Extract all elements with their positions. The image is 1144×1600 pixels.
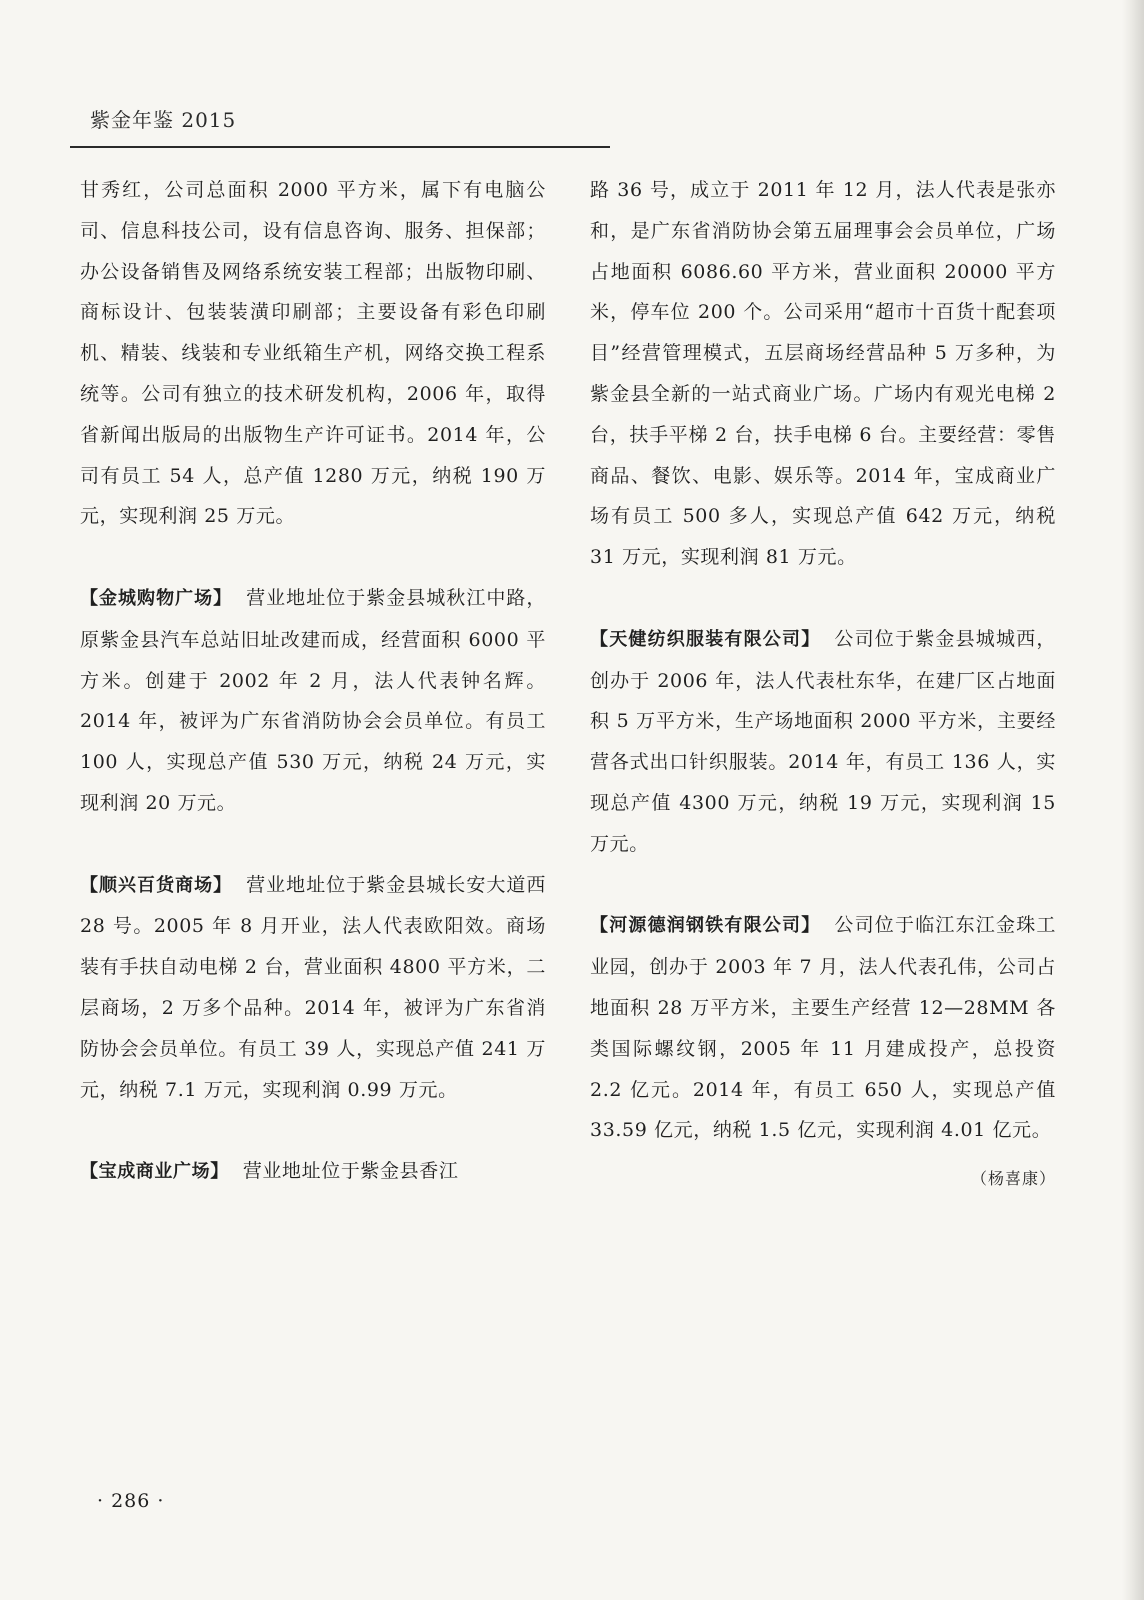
entry-text: 营业地址位于紫金县城秋江中路，原紫金县汽车总站旧址改建而成，经营面积 6000 平方米。创建于 2002 年 2 月，法人代表钟名辉。2014 年，被评为广东省消防协会会员单位。有员工 100 人，实现总产值 530 万元，纳税 24 万元，实现利润 20 万元。 [80, 586, 546, 814]
right-column [590, 170, 1056, 1200]
entry-text: 营业地址位于紫金县城长安大道西 28 号。2005 年 8 月开业，法人代表欧阳效。商场装有手扶自动电梯 2 台，营业面积 4800 平方米，二层商场，2 万多个品种。2014 年，被评为广东省消防协会会员单位。有员工 39 人，实现总产值 241 万元，纳税 7.1 万元，实现利润 0.99 万元。 [80, 873, 546, 1101]
entry-title: 【河源德润钢铁有限公司】 [590, 915, 821, 937]
entry-baocheng [80, 1151, 546, 1193]
spacer [80, 537, 546, 578]
entry-jincheng [80, 578, 546, 824]
spacer [80, 1110, 546, 1151]
spacer [80, 824, 546, 865]
entry-title: 【金城购物广场】 [80, 587, 233, 609]
entry-text: 公司位于临江东江金珠工业园，创办于 2003 年 7 月，法人代表孔伟，公司占地面积 28 万平方米，主要生产经营 12—28MM 各类国际螺纹钢，2005 年 11 月建成投产，总投资 2.2 亿元。2014 年，有员工 650 人，实现总产值 33.59 亿元，纳税 1.5 亿元，实现利润 4.01 亿元。 [590, 914, 1057, 1142]
running-header: 紫金年鉴 2015 [90, 108, 237, 132]
entry-derun [590, 905, 1056, 1151]
spacer [590, 578, 1056, 619]
author-credit: （杨喜康） [970, 1169, 1056, 1189]
left-column [80, 170, 546, 1193]
entry-title: 【顺兴百货商场】 [80, 874, 233, 896]
entry-text: 营业地址位于紫金县香江 [242, 1160, 459, 1183]
page-edge-shadow [1122, 0, 1144, 1600]
page-number: · 286 · [97, 1490, 165, 1512]
entry-title: 【天健纺织服装有限公司】 [590, 628, 821, 650]
header-rule [70, 146, 610, 148]
entry-shunxing [80, 865, 546, 1111]
spacer [590, 865, 1056, 906]
entry-text: 公司位于紫金县城城西，创办于 2006 年，法人代表杜东华，在建厂区占地面积 5 万平方米，生产场地面积 2000 平方米，主要经营各式出口针织服装。2014 年，有员工 136 人，实现总产值 4300 万元，纳税 19 万元，实现利润 15 万元。 [590, 627, 1057, 855]
entry-title: 【宝成商业广场】 [80, 1161, 229, 1183]
continued-paragraph: 路 36 号，成立于 2011 年 12 月，法人代表是张亦和，是广东省消防协会第五届理事会会员单位，广场占地面积 6086.60 平方米，营业面积 20000 平方米，停车位 200 个。公司采用“超市十百货十配套项目”经营管理模式，五层商场经营品种 5 万多种，为紫金县全新的一站式商业广场。广场内有观光电梯 2 台，扶手平梯 2 台，扶手电梯 6 台。主要经营：零售商品、餐饮、电影、娱乐等。2014 年，宝成商业广场有员工 500 多人，实现总产值 642 万元，纳税 31 万元，实现利润 81 万元。 [590, 179, 1056, 569]
entry-tianjian [590, 619, 1056, 865]
continued-paragraph: 甘秀红，公司总面积 2000 平方米，属下有电脑公司、信息科技公司，设有信息咨询、服务、担保部；办公设备销售及网络系统安装工程部；出版物印刷、商标设计、包装装潢印刷部；主要设备有彩色印刷机、精装、线装和专业纸箱生产机，网络交换工程系统等。公司有独立的技术研发机构，2006 年，取得省新闻出版局的出版物生产许可证书。2014 年，公司有员工 54 人，总产值 1280 万元，纳税 190 万元，实现利润 25 万元。 [80, 179, 546, 528]
